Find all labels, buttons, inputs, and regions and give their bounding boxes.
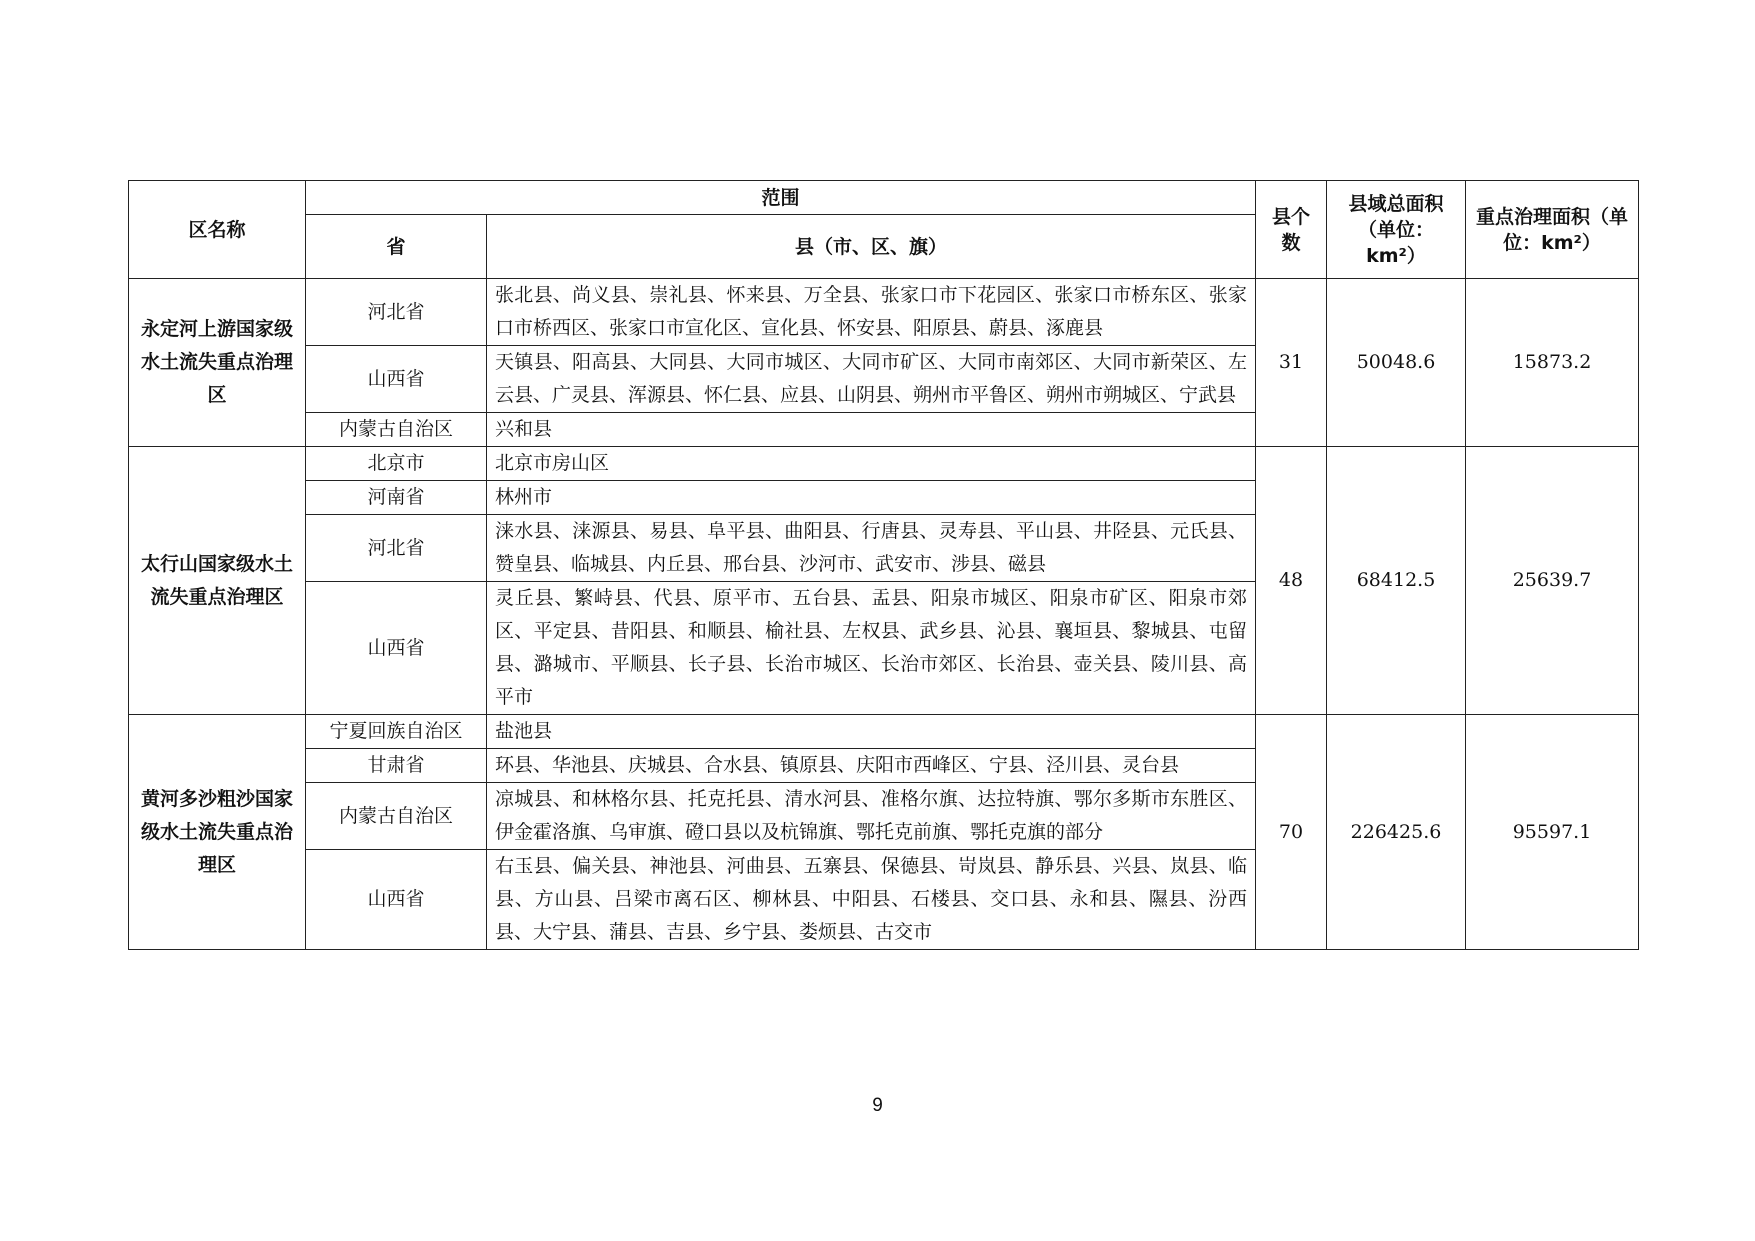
province-cell: 山西省 [306, 346, 487, 413]
province-cell: 河南省 [306, 481, 487, 515]
counties-cell: 盐池县 [487, 715, 1256, 749]
header-zone-name: 区名称 [129, 181, 306, 279]
key-area: 15873.2 [1466, 279, 1639, 447]
province-cell: 河北省 [306, 515, 487, 582]
zone-name: 太行山国家级水土流失重点治理区 [129, 447, 306, 715]
page-number: 9 [872, 1095, 883, 1116]
counties-cell: 灵丘县、繁峙县、代县、原平市、五台县、盂县、阳泉市城区、阳泉市矿区、阳泉市郊区、平定县、昔阳县、和顺县、榆社县、左权县、武乡县、沁县、襄垣县、黎城县、屯留县、潞城市、平顺县、长子县、长治市城区、长治市郊区、长治县、壶关县、陵川县、高平市 [487, 582, 1256, 715]
governance-zone-table [128, 180, 1639, 950]
header-scope: 范围 [306, 181, 1256, 215]
province-cell: 甘肃省 [306, 749, 487, 783]
county-count: 31 [1256, 279, 1327, 447]
table-row [129, 447, 1639, 481]
province-cell: 北京市 [306, 447, 487, 481]
total-area: 68412.5 [1327, 447, 1466, 715]
counties-cell: 涞水县、涞源县、易县、阜平县、曲阳县、行唐县、灵寿县、平山县、井陉县、元氏县、赞皇县、临城县、内丘县、邢台县、沙河市、武安市、涉县、磁县 [487, 515, 1256, 582]
counties-cell: 兴和县 [487, 413, 1256, 447]
province-cell: 内蒙古自治区 [306, 413, 487, 447]
table-row [129, 279, 1639, 346]
province-cell: 河北省 [306, 279, 487, 346]
counties-cell: 北京市房山区 [487, 447, 1256, 481]
key-area: 25639.7 [1466, 447, 1639, 715]
province-cell: 山西省 [306, 850, 487, 950]
header-counties: 县（市、区、旗） [487, 215, 1256, 279]
county-count: 70 [1256, 715, 1327, 950]
header-key-area: 重点治理面积（单位：km²） [1466, 181, 1639, 279]
province-cell: 山西省 [306, 582, 487, 715]
counties-cell: 天镇县、阳高县、大同县、大同市城区、大同市矿区、大同市南郊区、大同市新荣区、左云县、广灵县、浑源县、怀仁县、应县、山阴县、朔州市平鲁区、朔州市朔城区、宁武县 [487, 346, 1256, 413]
total-area: 226425.6 [1327, 715, 1466, 950]
county-count: 48 [1256, 447, 1327, 715]
table-row [129, 715, 1639, 749]
header-total-area: 县域总面积（单位：km²） [1327, 181, 1466, 279]
counties-cell: 林州市 [487, 481, 1256, 515]
total-area: 50048.6 [1327, 279, 1466, 447]
header-province: 省 [306, 215, 487, 279]
province-cell: 宁夏回族自治区 [306, 715, 487, 749]
counties-cell: 环县、华池县、庆城县、合水县、镇原县、庆阳市西峰区、宁县、泾川县、灵台县 [487, 749, 1256, 783]
counties-cell: 张北县、尚义县、崇礼县、怀来县、万全县、张家口市下花园区、张家口市桥东区、张家口市桥西区、张家口市宣化区、宣化县、怀安县、阳原县、蔚县、涿鹿县 [487, 279, 1256, 346]
counties-cell: 右玉县、偏关县、神池县、河曲县、五寨县、保德县、岢岚县、静乐县、兴县、岚县、临县、方山县、吕梁市离石区、柳林县、中阳县、石楼县、交口县、永和县、隰县、汾西县、大宁县、蒲县、吉县、乡宁县、娄烦县、古交市 [487, 850, 1256, 950]
zone-name: 黄河多沙粗沙国家级水土流失重点治理区 [129, 715, 306, 950]
counties-cell: 凉城县、和林格尔县、托克托县、清水河县、准格尔旗、达拉特旗、鄂尔多斯市东胜区、伊金霍洛旗、乌审旗、磴口县以及杭锦旗、鄂托克前旗、鄂托克旗的部分 [487, 783, 1256, 850]
header-county-count: 县个数 [1256, 181, 1327, 279]
zone-name: 永定河上游国家级水土流失重点治理区 [129, 279, 306, 447]
key-area: 95597.1 [1466, 715, 1639, 950]
province-cell: 内蒙古自治区 [306, 783, 487, 850]
